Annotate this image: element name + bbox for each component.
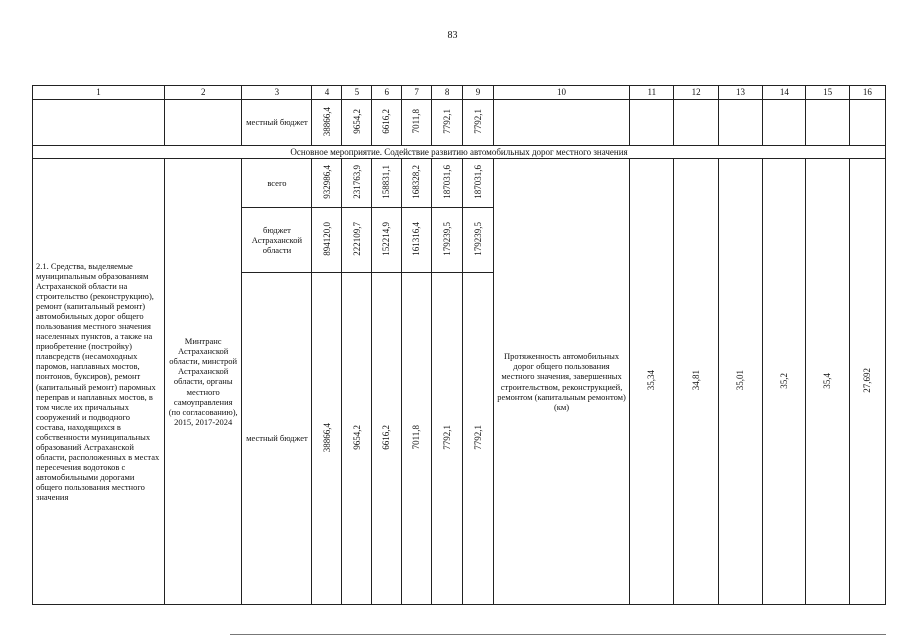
funding-source: местный бюджет — [242, 273, 312, 605]
column-number: 12 — [674, 86, 718, 100]
scan-edge-line — [230, 634, 886, 635]
column-number: 13 — [718, 86, 762, 100]
column-number: 8 — [432, 86, 463, 100]
empty-cell — [849, 100, 885, 146]
measure-executor: Минтранс Астраханской области, минстрой Астраханской области, органы местного самоуправления (по согласованию), 2015, 2017-2024 — [165, 159, 242, 605]
empty-cell — [806, 100, 849, 146]
empty-cell — [674, 100, 718, 146]
section-title: Основное мероприятие. Содействие развитию автомобильных дорог местного значения — [33, 146, 886, 159]
empty-cell — [630, 100, 674, 146]
amount-cell: 7792,1 — [463, 273, 494, 605]
amount-cell: 7011,8 — [402, 273, 432, 605]
indicator-value: 27,692 — [849, 159, 885, 605]
column-number: 15 — [806, 86, 849, 100]
page-number: 83 — [447, 30, 458, 41]
column-number: 4 — [312, 86, 342, 100]
amount-cell: 7792,1 — [432, 100, 463, 146]
column-number: 7 — [402, 86, 432, 100]
column-number: 6 — [372, 86, 402, 100]
empty-cell — [493, 100, 629, 146]
amount-cell: 9654,2 — [342, 100, 372, 146]
amount-cell: 894120,0 — [312, 208, 342, 273]
amount-cell: 9654,2 — [342, 273, 372, 605]
amount-cell: 6616,2 — [372, 273, 402, 605]
column-number: 2 — [165, 86, 242, 100]
indicator-name: Протяженность автомобильных дорог общего пользования местного значения, завершенных строительством, реконструкцией, ремонтом (капитальным ремонтом) (км) — [493, 159, 629, 605]
section-row — [33, 146, 886, 159]
empty-cell — [763, 100, 806, 146]
funding-source: местный бюджет — [242, 100, 312, 146]
empty-cell — [718, 100, 762, 146]
amount-cell: 179239,5 — [432, 208, 463, 273]
indicator-value: 35,34 — [630, 159, 674, 605]
column-number: 11 — [630, 86, 674, 100]
funding-source: всего — [242, 159, 312, 208]
column-number: 1 — [33, 86, 165, 100]
amount-cell: 38866,4 — [312, 273, 342, 605]
column-number: 10 — [493, 86, 629, 100]
program-table — [32, 85, 886, 605]
amount-cell: 7792,1 — [432, 273, 463, 605]
column-number: 3 — [242, 86, 312, 100]
indicator-value: 35,4 — [806, 159, 849, 605]
amount-cell: 161316,4 — [402, 208, 432, 273]
amount-cell: 158831,1 — [372, 159, 402, 208]
indicator-value: 35,2 — [763, 159, 806, 605]
funding-source: бюджет Астраханской области — [242, 208, 312, 273]
measure-row-total — [33, 159, 886, 208]
column-number: 16 — [849, 86, 885, 100]
amount-cell: 152214,9 — [372, 208, 402, 273]
amount-cell: 932986,4 — [312, 159, 342, 208]
column-number: 14 — [763, 86, 806, 100]
indicator-value: 35,01 — [718, 159, 762, 605]
amount-cell: 222109,7 — [342, 208, 372, 273]
amount-cell: 7792,1 — [463, 100, 494, 146]
column-number-row — [33, 86, 886, 100]
column-number: 5 — [342, 86, 372, 100]
amount-cell: 38866,4 — [312, 100, 342, 146]
measure-description: 2.1. Средства, выделяемые муниципальным образованиям Астраханской области на строительство (реконструкцию), ремонт (капитальный ремонт) автомобильных дорог общего пользования местного значения населенных пунктов, а также на приобретение (постройку) плавсредств (несамоходных паромов, наплавных мостов, понтонов, буксиров), ремонт (капитальный ремонт) паромных переправ и наплавных мостов, в том числе их причальных сооружений и подводного состава, находящихся в собственности муниципальных образований Астраханской области, расположенных в местах пересечения водотоков с автомобильными дорогами общего пользования местного значения — [33, 159, 165, 605]
amount-cell: 187031,6 — [432, 159, 463, 208]
continuation-row — [33, 100, 886, 146]
column-number: 9 — [463, 86, 494, 100]
amount-cell: 179239,5 — [463, 208, 494, 273]
empty-cell — [165, 100, 242, 146]
indicator-value: 34,81 — [674, 159, 718, 605]
amount-cell: 6616,2 — [372, 100, 402, 146]
amount-cell: 168328,2 — [402, 159, 432, 208]
amount-cell: 7011,8 — [402, 100, 432, 146]
empty-cell — [33, 100, 165, 146]
amount-cell: 187031,6 — [463, 159, 494, 208]
amount-cell: 231763,9 — [342, 159, 372, 208]
